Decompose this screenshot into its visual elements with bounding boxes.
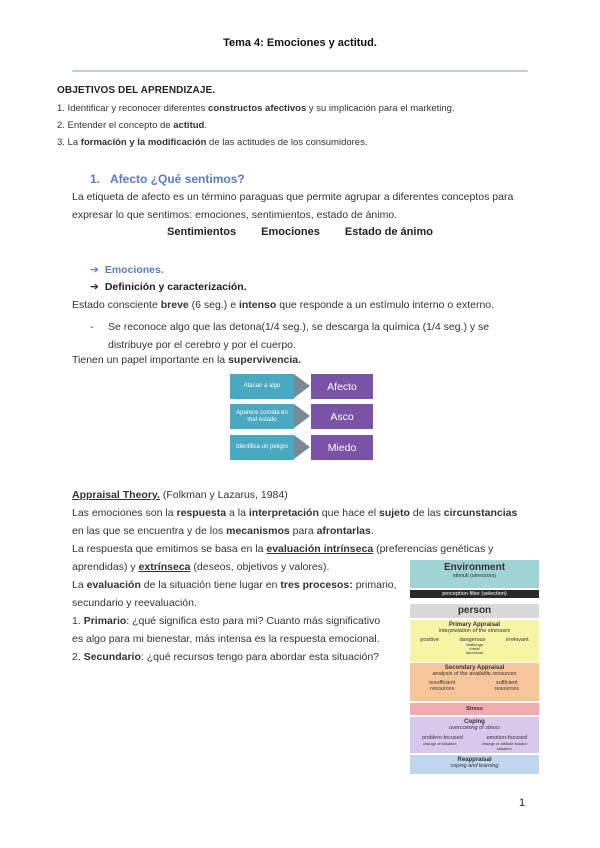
appraisal-heading: Appraisal Theory. (Folkman y Lazarus, 1984) [72,489,288,501]
subheading-definicion: ➔ Definición y caracterización. [90,281,247,293]
emotion-box: Afecto [311,374,373,399]
title-divider [72,70,528,72]
arrow-icon: ➔ [90,264,99,276]
objective-item: 3. La formación y la modificación de las actitudes de los consumidores. [57,137,368,148]
section-heading: 1. Afecto ¿Qué sentimos? [90,172,245,186]
stress-coping-diagram [410,560,539,774]
term: Sentimientos [167,226,237,238]
person-block: person [410,604,539,618]
intro-paragraph: La etiqueta de afecto es un término paraguas que permite agrupar a diferentes conceptos para expresar lo que sentimos: emociones, sentimientos, estado de ánimo. [72,191,514,221]
objective-item: 2. Entender el concepto de actitud. [57,120,207,131]
affect-terms [0,226,600,238]
emotion-box: Miedo [311,435,373,460]
trigger-box: Identifica un peligro [230,435,294,460]
perception-filter-bar: perception filter (selection) [410,590,539,598]
survival-paragraph: Tienen un papel importante en la supervivencia. [72,354,302,366]
trigger-box: Aparece comida en mal estado [230,404,294,429]
term: Estado de ánimo [344,226,433,238]
document-title: Tema 4: Emociones y actitud. [223,37,377,49]
stress-block: Stress [410,703,539,715]
term: Emociones [261,226,320,238]
environment-block: Environment stimuli (stressors) [410,560,539,588]
definition-paragraph: Estado consciente breve (6 seg.) e intenso que responde a un estímulo interno o externo. [72,299,495,311]
objectives-heading: OBJETIVOS DEL APRENDIZAJE. [57,85,216,96]
objective-item: 1. Identificar y reconocer diferentes constructos afectivos y su implicación para el marketing. [57,103,455,114]
emotion-box: Asco [311,404,373,429]
coping-block: Coping overcoming of stress problem-focused emotion-focused change of situation change of attitude toward situation [410,717,539,753]
primary-appraisal-block: Primary Appraisal interpretation of the stressors positive dangerous irrelevant challenge threat harm/loss [410,620,539,662]
arrow-shape [294,374,310,398]
arrow-shape [294,404,310,428]
appraisal-paragraph: Las emociones son la respuesta a la interpretación que hace el sujeto de las circunstancias en las que se encuentra y de los mecanismos para afrontarlas. La respuesta que emitimos se basa en la evaluación intrínseca (preferencias genéticas y aprendidas) y extrínseca (deseos, objetivos y valores). La evaluación de la situación tiene lugar en tres procesos: primario, secundario y reevaluación. 1. Primario: ¿qué significa esto para mi? Cuanto más significativo es algo para mi bienestar, más intensa es la respuesta emocional. 2. Secundario: ¿qué recursos tengo para abordar esta situación? [72,507,518,663]
reappraisal-block: Reappraisal coping and learning [410,755,539,774]
page-number: 1 [519,797,526,809]
bullet-item: - Se reconoce algo que las detona(1/4 seg.), se descarga la química (1/4 seg.) y se distribuye por el cerebro y por el cuerpo. [90,321,490,351]
subheading-emociones: ➔ Emociones. [90,264,164,276]
arrow-shape [294,435,310,459]
secondary-appraisal-block: Secondary Appraisal analysis of the available resources insufficient resources sufficient resources [410,663,539,701]
trigger-box: Atacan a algo [230,374,294,399]
arrow-icon: ➔ [90,281,99,293]
